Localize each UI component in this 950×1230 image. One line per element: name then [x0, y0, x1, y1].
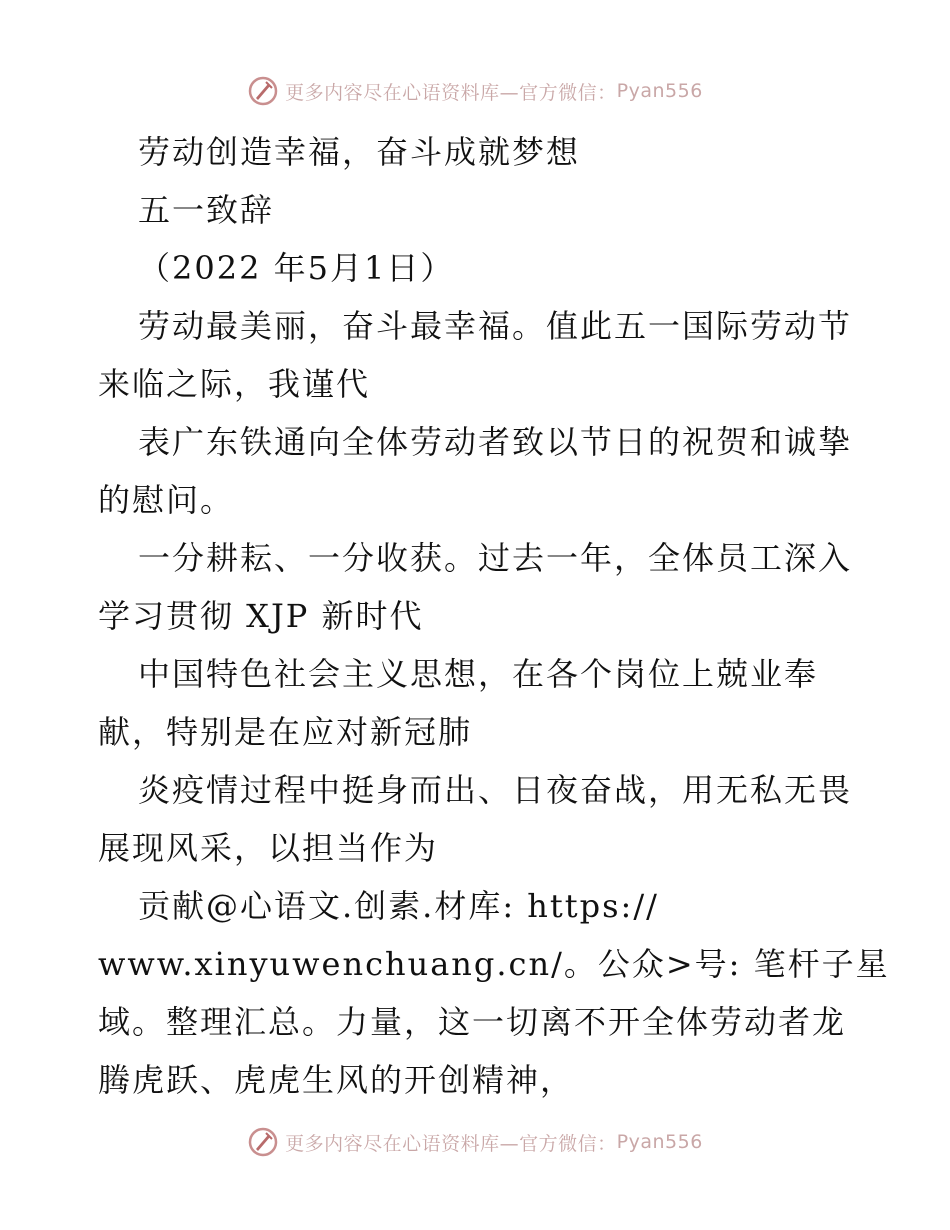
document-body	[98, 123, 890, 1109]
paragraph-line: 贡献@心语文.创素.材库: https://	[138, 887, 659, 925]
paragraph-line: 炎疫情过程中挺身而出、日夜奋战，用无私无畏	[138, 771, 853, 809]
paragraph-line: 展现风采，以担当作为	[98, 829, 439, 867]
paragraph-line: 一分耕耘、一分收获。过去一年，全体员工深入	[138, 539, 853, 577]
paragraph-line: 表广东铁通向全体劳动者致以节日的祝贺和诚挚	[138, 423, 853, 461]
document-date: （2022 年5月1日）	[138, 249, 455, 287]
paragraph-line: www.xinyuwenchuang.cn/。公众>号: 笔杆子星	[98, 945, 890, 983]
paragraph-line: 学习贯彻 XJP 新时代	[98, 597, 424, 635]
paragraph-line: 的慰问。	[98, 481, 235, 519]
banner-wechat-id: Pyan556	[616, 80, 703, 102]
quill-circle-logo-icon	[247, 1126, 279, 1158]
paragraph-line: 域。整理汇总。力量，这一切离不开全体劳动者龙	[98, 1003, 847, 1041]
quill-circle-logo-icon	[247, 75, 279, 107]
paragraph-line: 中国特色社会主义思想，在各个岗位上兢业奉	[138, 655, 819, 693]
header-watermark-banner	[0, 71, 950, 111]
document-title: 劳动创造幸福，奋斗成就梦想	[138, 133, 581, 171]
paragraph-line: 来临之际，我谨代	[98, 365, 371, 403]
paragraph-line: 腾虎跃、虎虎生风的开创精神，	[98, 1061, 575, 1099]
banner-wechat-id: Pyan556	[616, 1131, 703, 1153]
document-subtitle: 五一致辞	[138, 191, 275, 229]
paragraph-line: 劳动最美丽，奋斗最幸福。值此五一国际劳动节	[138, 307, 853, 345]
footer-watermark-banner	[0, 1122, 950, 1162]
paragraph-line: 献，特别是在应对新冠肺	[98, 713, 473, 751]
banner-text: 更多内容尽在心语资料库—官方微信：	[285, 81, 617, 104]
banner-text: 更多内容尽在心语资料库—官方微信：	[285, 1132, 617, 1155]
